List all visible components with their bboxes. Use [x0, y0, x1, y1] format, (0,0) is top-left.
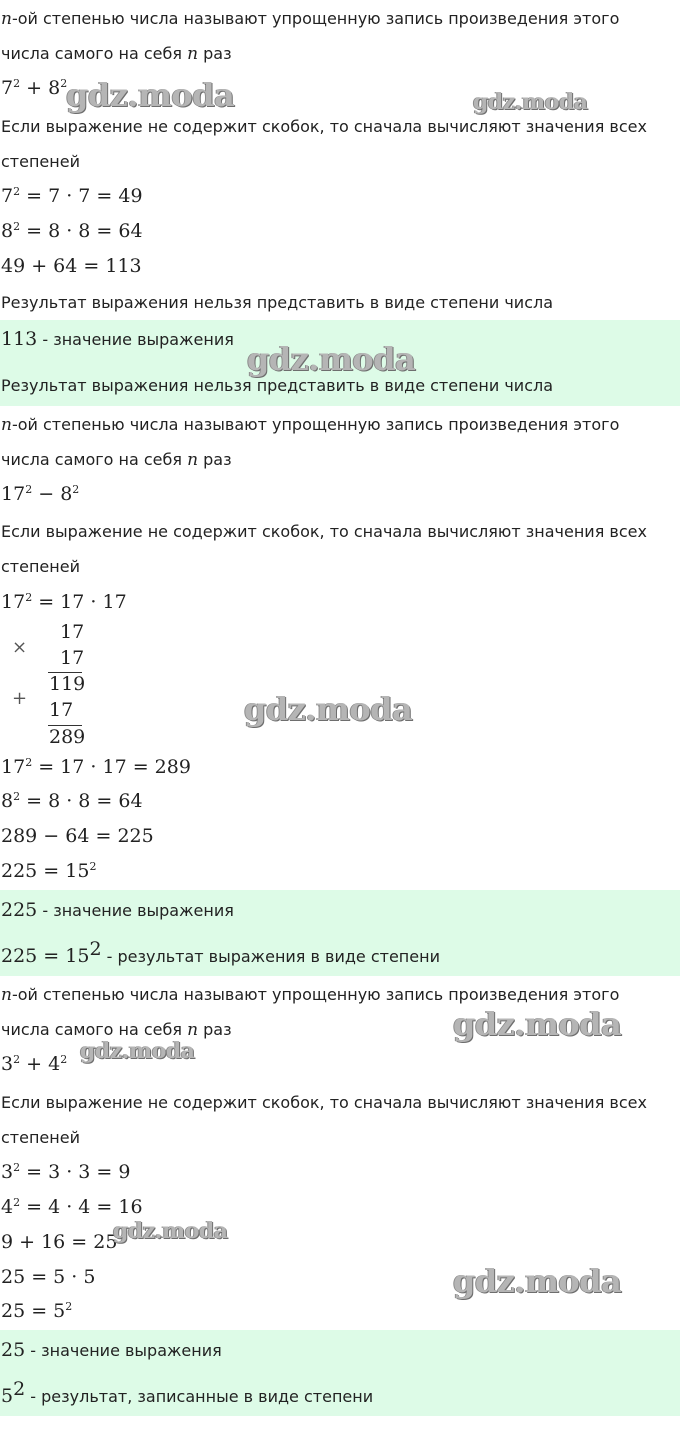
- step-2: $8^2 = 8 \cdot 8 = 64$: [1, 220, 143, 242]
- variable-n: n: [1, 415, 12, 435]
- watermark: gdz.moda: [453, 1262, 622, 1300]
- column-row: 17: [60, 647, 85, 669]
- definition-line-2: числа самого на себя n раз: [1, 44, 232, 64]
- expression: $3^2 + 4^2$: [1, 1053, 68, 1075]
- watermark: gdz.moda: [247, 340, 416, 378]
- step-1: $17^2 = 17 \cdot 17$: [1, 591, 127, 613]
- answer-power: $225 = 15^2$ - результат выражения в виде степени: [1, 938, 440, 967]
- variable-n: n: [187, 1020, 199, 1040]
- rule-line-1: Если выражение не содержит скобок, то сначала вычисляют значения всех: [1, 1093, 647, 1112]
- step-5: $25 = 5^2$: [1, 1300, 73, 1322]
- answer-value: 225 - значение выражения: [1, 899, 234, 921]
- answer-box: [0, 1330, 680, 1416]
- watermark: gdz.moda: [66, 76, 235, 114]
- step-4: 25 = 5 · 5: [1, 1266, 96, 1288]
- answer-value: 25 - значение выражения: [1, 1339, 222, 1361]
- variable-n: n: [187, 450, 199, 470]
- rule-line-1: Если выражение не содержит скобок, то сначала вычисляют значения всех: [1, 117, 647, 136]
- watermark: gdz.moda: [80, 1038, 195, 1064]
- definition-line-1: n-ой степенью числа называют упрощенную запись произведения этого: [1, 415, 620, 435]
- rule-line-2: степеней: [1, 152, 80, 171]
- definition-line-1: n-ой степенью числа называют упрощенную запись произведения этого: [1, 9, 620, 29]
- rule-line-2: степеней: [1, 557, 80, 576]
- column-row: 17: [60, 621, 85, 643]
- step-1: $3^2 = 3 \cdot 3 = 9$: [1, 1161, 131, 1183]
- answer-power: $5^2$ - результат, записанные в виде степени: [1, 1378, 374, 1407]
- definition-line-2: числа самого на себя n раз: [1, 450, 232, 470]
- step-3: 9 + 16 = 25: [1, 1231, 118, 1253]
- watermark: gdz.moda: [473, 89, 588, 115]
- rule-line-2: степеней: [1, 1128, 80, 1147]
- watermark: gdz.moda: [244, 690, 413, 728]
- column-row: 119: [49, 673, 86, 695]
- not-power-note: Результат выражения нельзя представить в виде степени числа: [1, 293, 554, 312]
- step-3: $8^2 = 8 \cdot 8 = 64$: [1, 790, 143, 812]
- step-2: $4^2 = 4 \cdot 4 = 16$: [1, 1196, 143, 1218]
- watermark: gdz.moda: [113, 1218, 228, 1244]
- step-3: 49 + 64 = 113: [1, 255, 142, 277]
- step-4: 289 − 64 = 225: [1, 825, 154, 847]
- watermark: gdz.moda: [453, 1005, 622, 1043]
- variable-n: n: [1, 985, 12, 1005]
- plus-sign: +: [12, 688, 28, 709]
- answer-note: Результат выражения нельзя представить в виде степени числа: [1, 376, 554, 395]
- times-sign: ×: [12, 637, 28, 658]
- column-row: 289: [49, 726, 86, 748]
- rule-line-1: Если выражение не содержит скобок, то сначала вычисляют значения всех: [1, 522, 647, 541]
- definition-line-1: n-ой степенью числа называют упрощенную запись произведения этого: [1, 985, 620, 1005]
- step-2: $17^2 = 17 \cdot 17 = 289$: [1, 756, 191, 778]
- variable-n: n: [1, 9, 12, 29]
- answer-box: [0, 890, 680, 976]
- expression: $17^2 - 8^2$: [1, 483, 80, 505]
- definition-line-2: числа самого на себя n раз: [1, 1020, 232, 1040]
- expression: $7^2 + 8^2$: [1, 77, 68, 99]
- answer-value: 113 - значение выражения: [1, 328, 234, 350]
- variable-n: n: [187, 44, 199, 64]
- step-5: $225 = 15^2$: [1, 860, 97, 882]
- column-row: 17: [49, 699, 74, 721]
- step-1: $7^2 = 7 \cdot 7 = 49$: [1, 185, 143, 207]
